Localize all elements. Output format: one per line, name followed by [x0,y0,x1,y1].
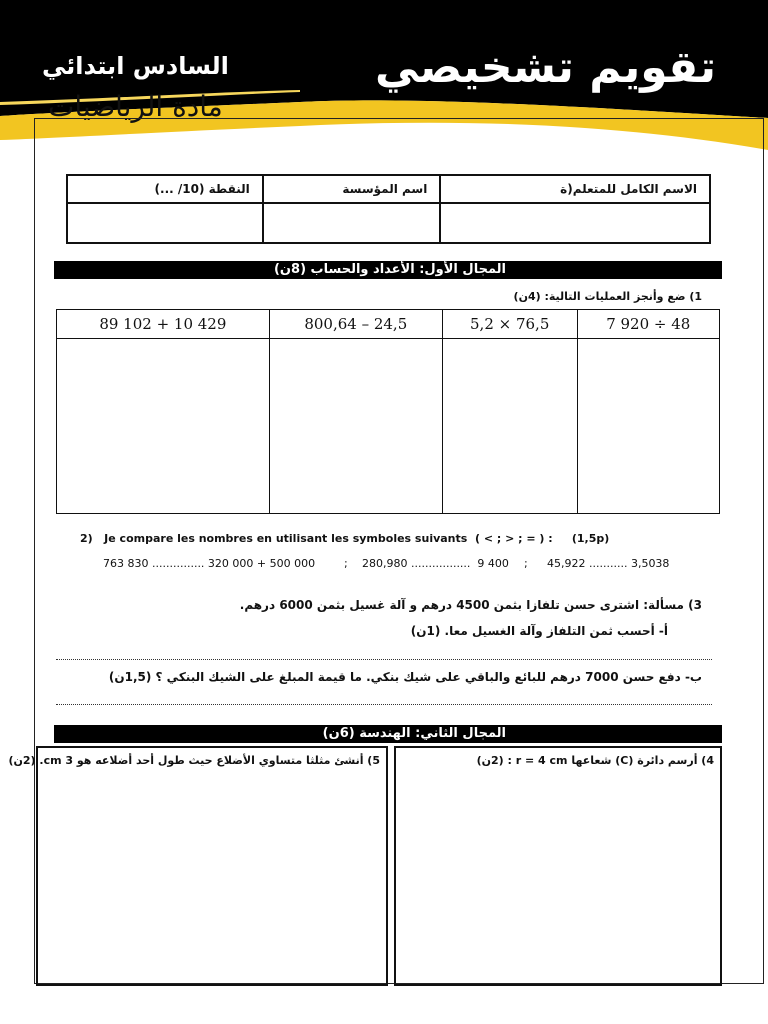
operation-cell: 89 102 + 10 429 [57,310,270,339]
q2-compare-3: 45,922 ........... 3,5038 [547,557,670,570]
q3-text: 3) مسألة: اشترى حسن تلفازا بثمن 4500 درهم و آلة غسيل بثمن 6000 درهم. [239,598,702,612]
q2-separator: ; [344,557,348,570]
document-title: تقويم تشخيصي [375,42,716,93]
q2-compare-1: 763 830 ............... 320 000 + 500 000 [103,557,316,570]
q4-text: 4) أرسم دائرة (C) شعاعها r = 4 cm : (2ن) [476,754,714,767]
operation-cell: 7 920 ÷ 48 [577,310,719,339]
operation-cell: 5,2 × 76,5 [442,310,577,339]
answer-space[interactable] [577,339,719,514]
school-name-field[interactable] [263,203,441,243]
answer-space[interactable] [442,339,577,514]
q1-text: 1) ضع وأنجز العمليات التالية: (4ن) [513,290,702,303]
section1-title: المجال الأول: الأعداد والحساب (8ن) [54,261,722,279]
operations-table [56,309,720,514]
student-info-table [66,174,711,244]
school-name-header: اسم المؤسسة [263,175,441,203]
q2-text: 2) Je compare les nombres en utilisant les symboles suivants ( < ; > ; = ) : (1,5p) [80,532,610,545]
answer-space[interactable] [57,339,270,514]
score-field[interactable] [67,203,263,243]
q3-part-a: أ- أحسب ثمن التلفاز وآلة الغسيل معا. (1ن) [410,624,668,638]
student-name-field[interactable] [440,203,710,243]
answer-space[interactable] [269,339,442,514]
q4-box[interactable] [394,746,722,986]
q2-separator: ; [524,557,528,570]
q2-compare-2: 280,980 ................. 9 400 [362,557,509,570]
q3-part-b: ب- دفع حسن 7000 درهم للبائع والباقي على شيك بنكي. ما قيمة المبلغ على الشيك البنكي ؟ (1,5ن) [108,670,702,684]
student-name-header: الاسم الكامل للمتعلم(ة [440,175,710,203]
section2-title: المجال الثاني: الهندسة (6ن) [54,725,722,743]
q5-box[interactable] [8,746,388,986]
subject-label: مادة الرياضيات [48,90,223,123]
score-header: النقطة (10/ ...) [67,175,263,203]
grade-label: السادس ابتدائي [42,52,229,80]
answer-line[interactable] [56,659,712,660]
q5-text: 5) أنشئ مثلثا متساوي الأضلاع حيث طول أحد أضلاعه هو 3 cm. (2ن) [8,754,380,767]
operation-cell: 800,64 – 24,5 [269,310,442,339]
answer-line[interactable] [56,704,712,705]
